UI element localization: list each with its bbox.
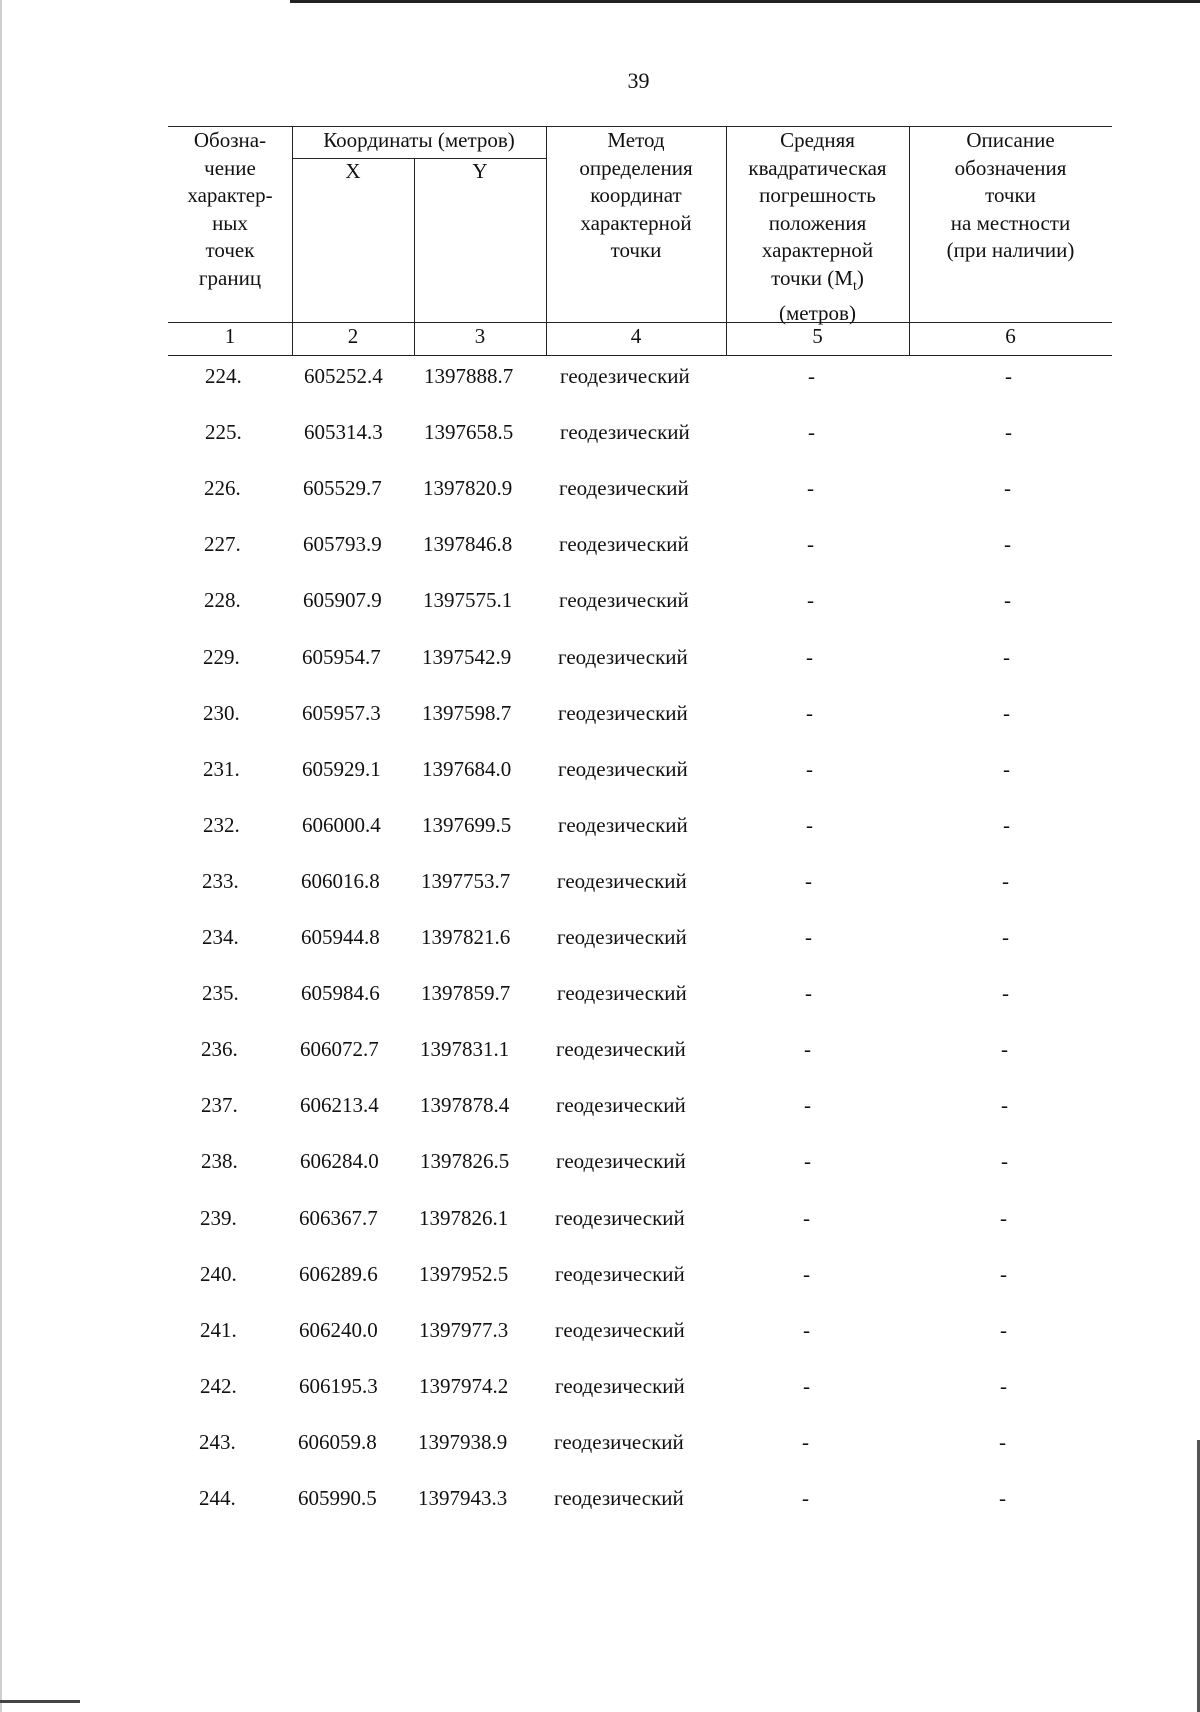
coord-x: 605984.6: [301, 981, 380, 1005]
table-row: [0, 1262, 1200, 1292]
coord-x: 605944.8: [301, 925, 380, 949]
coord-x: 606195.3: [299, 1374, 378, 1398]
description-cell: -: [1005, 420, 1012, 444]
table-row: [0, 476, 1200, 506]
description-cell: -: [1002, 981, 1009, 1005]
method-cell: геодезический: [559, 588, 689, 612]
header-designation: Обозна- чение характер- ных точек границ: [187, 128, 273, 290]
description-cell: -: [1005, 364, 1012, 388]
coord-x: 605252.4: [304, 364, 383, 388]
table-row: [0, 420, 1200, 450]
method-cell: геодезический: [556, 1037, 686, 1061]
point-id: 225.: [205, 420, 242, 444]
point-id: 244.: [199, 1486, 236, 1510]
point-id: 237.: [201, 1093, 238, 1117]
table-row: [0, 701, 1200, 731]
table-row: [0, 1374, 1200, 1404]
description-cell: -: [1003, 645, 1010, 669]
coord-x: 606072.7: [300, 1037, 379, 1061]
coord-x: 606367.7: [299, 1206, 378, 1230]
point-id: 234.: [202, 925, 239, 949]
coord-x: 605957.3: [302, 701, 381, 725]
point-id: 243.: [199, 1430, 236, 1454]
point-id: 236.: [201, 1037, 238, 1061]
coord-y: 1397974.2: [419, 1374, 509, 1398]
error-cell: -: [807, 588, 814, 612]
table-row: [0, 1318, 1200, 1348]
coord-y: 1397878.4: [420, 1093, 510, 1117]
header-error-text: Средняя квадратическая погрешность положения характерной точки (M: [748, 128, 887, 290]
error-cell: -: [804, 1149, 811, 1173]
error-cell: -: [806, 701, 813, 725]
method-cell: геодезический: [558, 813, 688, 837]
coord-y: 1397943.3: [418, 1486, 508, 1510]
error-cell: -: [804, 1037, 811, 1061]
header-y: Y: [472, 159, 488, 183]
method-cell: геодезический: [555, 1206, 685, 1230]
coord-x: 606289.6: [299, 1262, 378, 1286]
description-cell: -: [1000, 1262, 1007, 1286]
table-row: [0, 981, 1200, 1011]
coord-x: 606016.8: [301, 869, 380, 893]
description-cell: -: [1003, 757, 1010, 781]
method-cell: геодезический: [560, 364, 690, 388]
table-row: [0, 1037, 1200, 1067]
coord-y: 1397831.1: [420, 1037, 510, 1061]
error-cell: -: [803, 1206, 810, 1230]
description-cell: -: [1001, 1149, 1008, 1173]
column-number-2: 2: [347, 324, 359, 348]
description-cell: -: [1004, 476, 1011, 500]
header-error-tail: ) (метров): [779, 265, 864, 326]
coord-x: 606284.0: [300, 1149, 379, 1173]
method-cell: геодезический: [557, 981, 687, 1005]
coord-x: 605954.7: [302, 645, 381, 669]
description-cell: -: [1001, 1093, 1008, 1117]
description-cell: -: [1004, 532, 1011, 556]
coord-y: 1397977.3: [419, 1318, 509, 1342]
method-cell: геодезический: [555, 1262, 685, 1286]
coord-x: 605314.3: [304, 420, 383, 444]
coord-y: 1397952.5: [419, 1262, 509, 1286]
description-cell: -: [999, 1486, 1006, 1510]
description-cell: -: [1003, 813, 1010, 837]
header-error-subscript: t: [852, 278, 857, 294]
table-row: [0, 757, 1200, 787]
scan-edge-top: [290, 0, 1200, 3]
description-cell: -: [1004, 588, 1011, 612]
point-id: 239.: [200, 1206, 237, 1230]
header-x: X: [345, 159, 361, 183]
coord-x: 605929.1: [302, 757, 381, 781]
method-cell: геодезический: [554, 1430, 684, 1454]
point-id: 227.: [204, 532, 241, 556]
point-id: 226.: [204, 476, 241, 500]
point-id: 232.: [203, 813, 240, 837]
coord-x: 606059.8: [298, 1430, 377, 1454]
error-cell: -: [805, 981, 812, 1005]
point-id: 240.: [200, 1262, 237, 1286]
table-row: [0, 588, 1200, 618]
column-number-5: 5: [812, 324, 823, 348]
point-id: 242.: [200, 1374, 237, 1398]
description-cell: -: [1003, 701, 1010, 725]
coord-y: 1397826.5: [420, 1149, 510, 1173]
point-id: 241.: [200, 1318, 237, 1342]
header-error: [726, 127, 909, 328]
method-cell: геодезический: [559, 532, 689, 556]
error-cell: -: [806, 813, 813, 837]
coord-y: 1397888.7: [424, 364, 514, 388]
method-cell: геодезический: [557, 925, 687, 949]
header-description: Описание обозначения точки на местности (при наличии): [946, 128, 1075, 262]
table-row: [0, 813, 1200, 843]
description-cell: -: [1001, 1037, 1008, 1061]
description-cell: -: [1000, 1318, 1007, 1342]
scan-edge-bottom: [0, 1700, 80, 1703]
coord-y: 1397598.7: [422, 701, 512, 725]
method-cell: геодезический: [557, 869, 687, 893]
error-cell: -: [806, 645, 813, 669]
header-method: Метод определения координат характерной точки: [579, 128, 693, 262]
point-id: 228.: [204, 588, 241, 612]
coord-x: 606240.0: [299, 1318, 378, 1342]
table-row: [0, 364, 1200, 394]
description-cell: -: [1000, 1206, 1007, 1230]
table-row: [0, 1486, 1200, 1516]
header-mid-rule: [168, 322, 1112, 323]
coord-y: 1397826.1: [419, 1206, 509, 1230]
coord-y: 1397699.5: [422, 813, 512, 837]
table-row: [0, 1206, 1200, 1236]
error-cell: -: [807, 476, 814, 500]
error-cell: -: [807, 532, 814, 556]
coord-y: 1397542.9: [422, 645, 512, 669]
error-cell: -: [805, 925, 812, 949]
error-cell: -: [808, 420, 815, 444]
point-id: 235.: [202, 981, 239, 1005]
table-row: [0, 1430, 1200, 1460]
method-cell: геодезический: [558, 701, 688, 725]
column-number-3: 3: [474, 324, 486, 348]
table-row: [0, 869, 1200, 899]
method-cell: геодезический: [556, 1093, 686, 1117]
header-bottom-rule: [168, 355, 1112, 356]
method-cell: геодезический: [558, 645, 688, 669]
column-number-1: 1: [224, 324, 236, 348]
error-cell: -: [805, 869, 812, 893]
error-cell: -: [804, 1093, 811, 1117]
page-number: 39: [627, 68, 650, 93]
description-cell: -: [1002, 869, 1009, 893]
method-cell: геодезический: [555, 1374, 685, 1398]
error-cell: -: [806, 757, 813, 781]
table-row: [0, 532, 1200, 562]
method-cell: геодезический: [554, 1486, 684, 1510]
error-cell: -: [802, 1430, 809, 1454]
description-cell: -: [1000, 1374, 1007, 1398]
method-cell: геодезический: [559, 476, 689, 500]
method-cell: геодезический: [556, 1149, 686, 1173]
column-number-6: 6: [1005, 324, 1016, 348]
coord-y: 1397938.9: [418, 1430, 508, 1454]
coord-y: 1397658.5: [424, 420, 514, 444]
coord-x: 605907.9: [303, 588, 382, 612]
coord-x: 606213.4: [300, 1093, 379, 1117]
point-id: 231.: [203, 757, 240, 781]
coord-x: 606000.4: [302, 813, 381, 837]
error-cell: -: [803, 1318, 810, 1342]
table-row: [0, 645, 1200, 675]
coord-y: 1397859.7: [421, 981, 511, 1005]
coord-y: 1397575.1: [423, 588, 513, 612]
coord-x: 605990.5: [298, 1486, 377, 1510]
method-cell: геодезический: [555, 1318, 685, 1342]
error-cell: -: [808, 364, 815, 388]
coord-y: 1397684.0: [422, 757, 512, 781]
error-cell: -: [803, 1262, 810, 1286]
table-header: [168, 126, 1112, 356]
header-coordinates: Координаты (метров): [323, 128, 515, 152]
coord-y: 1397820.9: [423, 476, 513, 500]
description-cell: -: [999, 1430, 1006, 1454]
point-id: 233.: [202, 869, 239, 893]
table-row: [0, 1093, 1200, 1123]
coord-x: 605529.7: [303, 476, 382, 500]
table-row: [0, 1149, 1200, 1179]
point-id: 229.: [203, 645, 240, 669]
coord-y: 1397846.8: [423, 532, 513, 556]
table-row: [0, 925, 1200, 955]
point-id: 238.: [201, 1149, 238, 1173]
column-number-4: 4: [630, 324, 642, 348]
coord-y: 1397821.6: [421, 925, 511, 949]
error-cell: -: [803, 1374, 810, 1398]
method-cell: геодезический: [560, 420, 690, 444]
point-id: 224.: [205, 364, 242, 388]
method-cell: геодезический: [558, 757, 688, 781]
coord-y: 1397753.7: [421, 869, 511, 893]
description-cell: -: [1002, 925, 1009, 949]
point-id: 230.: [203, 701, 240, 725]
error-cell: -: [802, 1486, 809, 1510]
coord-x: 605793.9: [303, 532, 382, 556]
